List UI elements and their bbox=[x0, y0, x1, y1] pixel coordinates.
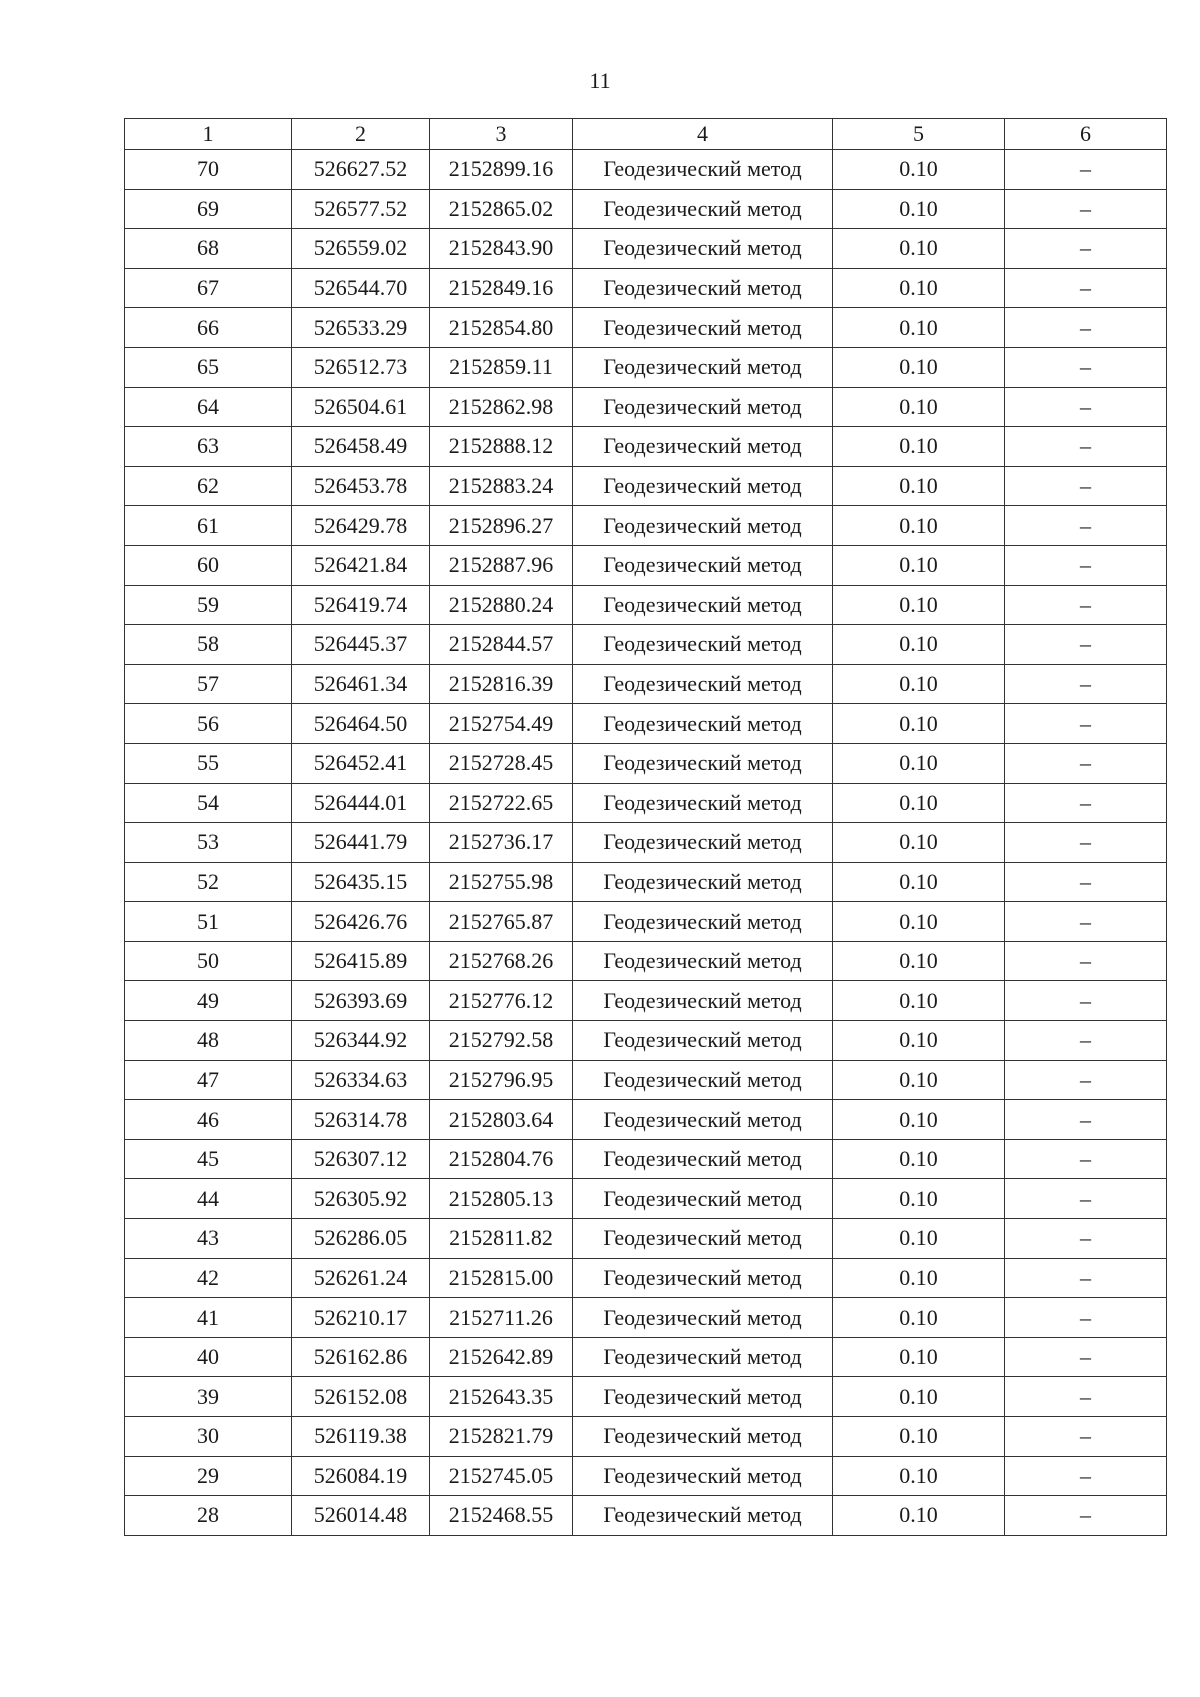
cell-note: – bbox=[1005, 1298, 1167, 1338]
cell-note: – bbox=[1005, 1139, 1167, 1179]
cell-point-number: 62 bbox=[125, 466, 292, 506]
cell-method: Геодезический метод bbox=[573, 150, 833, 190]
cell-point-number: 70 bbox=[125, 150, 292, 190]
cell-x-coordinate: 526533.29 bbox=[292, 308, 430, 348]
cell-method: Геодезический метод bbox=[573, 625, 833, 665]
cell-y-coordinate: 2152854.80 bbox=[430, 308, 573, 348]
cell-y-coordinate: 2152899.16 bbox=[430, 150, 573, 190]
cell-note: – bbox=[1005, 1258, 1167, 1298]
table-row bbox=[125, 1337, 1167, 1377]
cell-point-number: 61 bbox=[125, 506, 292, 546]
cell-x-coordinate: 526441.79 bbox=[292, 823, 430, 863]
cell-y-coordinate: 2152728.45 bbox=[430, 743, 573, 783]
cell-method: Геодезический метод bbox=[573, 308, 833, 348]
table-row bbox=[125, 150, 1167, 190]
table-row bbox=[125, 1139, 1167, 1179]
cell-accuracy: 0.10 bbox=[833, 1179, 1005, 1219]
cell-accuracy: 0.10 bbox=[833, 1496, 1005, 1536]
cell-point-number: 65 bbox=[125, 347, 292, 387]
cell-y-coordinate: 2152754.49 bbox=[430, 704, 573, 744]
cell-note: – bbox=[1005, 1417, 1167, 1457]
cell-accuracy: 0.10 bbox=[833, 1456, 1005, 1496]
cell-point-number: 66 bbox=[125, 308, 292, 348]
cell-y-coordinate: 2152859.11 bbox=[430, 347, 573, 387]
table-row bbox=[125, 1456, 1167, 1496]
cell-accuracy: 0.10 bbox=[833, 823, 1005, 863]
cell-y-coordinate: 2152844.57 bbox=[430, 625, 573, 665]
table-row bbox=[125, 902, 1167, 942]
cell-method: Геодезический метод bbox=[573, 1496, 833, 1536]
cell-y-coordinate: 2152888.12 bbox=[430, 427, 573, 467]
cell-method: Геодезический метод bbox=[573, 347, 833, 387]
cell-y-coordinate: 2152736.17 bbox=[430, 823, 573, 863]
cell-note: – bbox=[1005, 862, 1167, 902]
cell-note: – bbox=[1005, 743, 1167, 783]
cell-y-coordinate: 2152865.02 bbox=[430, 189, 573, 229]
cell-method: Геодезический метод bbox=[573, 545, 833, 585]
table-row bbox=[125, 1377, 1167, 1417]
cell-point-number: 48 bbox=[125, 1021, 292, 1061]
cell-note: – bbox=[1005, 1021, 1167, 1061]
cell-point-number: 52 bbox=[125, 862, 292, 902]
cell-note: – bbox=[1005, 1337, 1167, 1377]
table-row bbox=[125, 941, 1167, 981]
cell-y-coordinate: 2152816.39 bbox=[430, 664, 573, 704]
table-row bbox=[125, 1021, 1167, 1061]
cell-method: Геодезический метод bbox=[573, 1100, 833, 1140]
cell-method: Геодезический метод bbox=[573, 743, 833, 783]
cell-note: – bbox=[1005, 347, 1167, 387]
table-row bbox=[125, 783, 1167, 823]
cell-note: – bbox=[1005, 1060, 1167, 1100]
cell-method: Геодезический метод bbox=[573, 1021, 833, 1061]
cell-method: Геодезический метод bbox=[573, 1219, 833, 1259]
cell-x-coordinate: 526210.17 bbox=[292, 1298, 430, 1338]
cell-note: – bbox=[1005, 229, 1167, 269]
cell-point-number: 40 bbox=[125, 1337, 292, 1377]
cell-x-coordinate: 526334.63 bbox=[292, 1060, 430, 1100]
table-row bbox=[125, 427, 1167, 467]
cell-accuracy: 0.10 bbox=[833, 664, 1005, 704]
cell-accuracy: 0.10 bbox=[833, 743, 1005, 783]
cell-accuracy: 0.10 bbox=[833, 150, 1005, 190]
cell-point-number: 51 bbox=[125, 902, 292, 942]
cell-point-number: 68 bbox=[125, 229, 292, 269]
cell-x-coordinate: 526444.01 bbox=[292, 783, 430, 823]
table-row bbox=[125, 625, 1167, 665]
table-row bbox=[125, 585, 1167, 625]
cell-method: Геодезический метод bbox=[573, 268, 833, 308]
cell-method: Геодезический метод bbox=[573, 664, 833, 704]
cell-x-coordinate: 526435.15 bbox=[292, 862, 430, 902]
table-row bbox=[125, 704, 1167, 744]
cell-point-number: 44 bbox=[125, 1179, 292, 1219]
cell-point-number: 56 bbox=[125, 704, 292, 744]
cell-note: – bbox=[1005, 150, 1167, 190]
cell-point-number: 28 bbox=[125, 1496, 292, 1536]
cell-x-coordinate: 526577.52 bbox=[292, 189, 430, 229]
cell-method: Геодезический метод bbox=[573, 1456, 833, 1496]
cell-y-coordinate: 2152711.26 bbox=[430, 1298, 573, 1338]
cell-note: – bbox=[1005, 823, 1167, 863]
cell-accuracy: 0.10 bbox=[833, 1060, 1005, 1100]
table-row bbox=[125, 229, 1167, 269]
cell-note: – bbox=[1005, 1456, 1167, 1496]
cell-point-number: 67 bbox=[125, 268, 292, 308]
cell-note: – bbox=[1005, 981, 1167, 1021]
cell-x-coordinate: 526453.78 bbox=[292, 466, 430, 506]
cell-y-coordinate: 2152468.55 bbox=[430, 1496, 573, 1536]
cell-method: Геодезический метод bbox=[573, 1179, 833, 1219]
cell-accuracy: 0.10 bbox=[833, 427, 1005, 467]
cell-accuracy: 0.10 bbox=[833, 1219, 1005, 1259]
cell-x-coordinate: 526627.52 bbox=[292, 150, 430, 190]
table-row bbox=[125, 545, 1167, 585]
cell-y-coordinate: 2152755.98 bbox=[430, 862, 573, 902]
cell-method: Геодезический метод bbox=[573, 427, 833, 467]
table-row bbox=[125, 823, 1167, 863]
cell-method: Геодезический метод bbox=[573, 704, 833, 744]
table-row bbox=[125, 268, 1167, 308]
cell-point-number: 42 bbox=[125, 1258, 292, 1298]
cell-note: – bbox=[1005, 1496, 1167, 1536]
cell-method: Геодезический метод bbox=[573, 387, 833, 427]
cell-accuracy: 0.10 bbox=[833, 704, 1005, 744]
cell-x-coordinate: 526119.38 bbox=[292, 1417, 430, 1457]
cell-x-coordinate: 526084.19 bbox=[292, 1456, 430, 1496]
cell-y-coordinate: 2152776.12 bbox=[430, 981, 573, 1021]
table-row bbox=[125, 1179, 1167, 1219]
cell-method: Геодезический метод bbox=[573, 1060, 833, 1100]
cell-note: – bbox=[1005, 585, 1167, 625]
table-row bbox=[125, 1060, 1167, 1100]
table-row bbox=[125, 1258, 1167, 1298]
cell-accuracy: 0.10 bbox=[833, 585, 1005, 625]
cell-point-number: 47 bbox=[125, 1060, 292, 1100]
cell-accuracy: 0.10 bbox=[833, 268, 1005, 308]
cell-method: Геодезический метод bbox=[573, 941, 833, 981]
cell-note: – bbox=[1005, 1100, 1167, 1140]
cell-method: Геодезический метод bbox=[573, 1258, 833, 1298]
cell-y-coordinate: 2152804.76 bbox=[430, 1139, 573, 1179]
cell-point-number: 30 bbox=[125, 1417, 292, 1457]
cell-accuracy: 0.10 bbox=[833, 941, 1005, 981]
column-header-5: 5 bbox=[833, 119, 1005, 150]
column-header-1: 1 bbox=[125, 119, 292, 150]
cell-x-coordinate: 526415.89 bbox=[292, 941, 430, 981]
cell-method: Геодезический метод bbox=[573, 902, 833, 942]
cell-y-coordinate: 2152643.35 bbox=[430, 1377, 573, 1417]
cell-accuracy: 0.10 bbox=[833, 1139, 1005, 1179]
cell-accuracy: 0.10 bbox=[833, 1021, 1005, 1061]
cell-point-number: 29 bbox=[125, 1456, 292, 1496]
cell-note: – bbox=[1005, 941, 1167, 981]
table-row bbox=[125, 308, 1167, 348]
cell-x-coordinate: 526344.92 bbox=[292, 1021, 430, 1061]
cell-method: Геодезический метод bbox=[573, 1377, 833, 1417]
cell-accuracy: 0.10 bbox=[833, 229, 1005, 269]
cell-point-number: 49 bbox=[125, 981, 292, 1021]
table-row bbox=[125, 1496, 1167, 1536]
cell-x-coordinate: 526314.78 bbox=[292, 1100, 430, 1140]
cell-note: – bbox=[1005, 1377, 1167, 1417]
cell-x-coordinate: 526419.74 bbox=[292, 585, 430, 625]
column-header-4: 4 bbox=[573, 119, 833, 150]
cell-point-number: 60 bbox=[125, 545, 292, 585]
cell-accuracy: 0.10 bbox=[833, 1100, 1005, 1140]
cell-y-coordinate: 2152722.65 bbox=[430, 783, 573, 823]
cell-accuracy: 0.10 bbox=[833, 466, 1005, 506]
table-row bbox=[125, 466, 1167, 506]
table-row bbox=[125, 862, 1167, 902]
cell-note: – bbox=[1005, 783, 1167, 823]
cell-method: Геодезический метод bbox=[573, 1417, 833, 1457]
cell-y-coordinate: 2152849.16 bbox=[430, 268, 573, 308]
cell-method: Геодезический метод bbox=[573, 1337, 833, 1377]
cell-point-number: 46 bbox=[125, 1100, 292, 1140]
cell-point-number: 41 bbox=[125, 1298, 292, 1338]
cell-x-coordinate: 526504.61 bbox=[292, 387, 430, 427]
cell-x-coordinate: 526014.48 bbox=[292, 1496, 430, 1536]
cell-x-coordinate: 526461.34 bbox=[292, 664, 430, 704]
cell-y-coordinate: 2152843.90 bbox=[430, 229, 573, 269]
cell-y-coordinate: 2152821.79 bbox=[430, 1417, 573, 1457]
cell-y-coordinate: 2152796.95 bbox=[430, 1060, 573, 1100]
column-header-6: 6 bbox=[1005, 119, 1167, 150]
table-row bbox=[125, 347, 1167, 387]
cell-point-number: 58 bbox=[125, 625, 292, 665]
cell-accuracy: 0.10 bbox=[833, 783, 1005, 823]
cell-point-number: 55 bbox=[125, 743, 292, 783]
cell-x-coordinate: 526426.76 bbox=[292, 902, 430, 942]
cell-method: Геодезический метод bbox=[573, 585, 833, 625]
cell-y-coordinate: 2152896.27 bbox=[430, 506, 573, 546]
cell-y-coordinate: 2152880.24 bbox=[430, 585, 573, 625]
cell-x-coordinate: 526544.70 bbox=[292, 268, 430, 308]
cell-x-coordinate: 526393.69 bbox=[292, 981, 430, 1021]
page-number: 11 bbox=[589, 68, 611, 93]
table-row bbox=[125, 387, 1167, 427]
table-row bbox=[125, 981, 1167, 1021]
cell-note: – bbox=[1005, 664, 1167, 704]
cell-x-coordinate: 526445.37 bbox=[292, 625, 430, 665]
table-row bbox=[125, 1417, 1167, 1457]
cell-method: Геодезический метод bbox=[573, 1139, 833, 1179]
cell-note: – bbox=[1005, 466, 1167, 506]
cell-x-coordinate: 526429.78 bbox=[292, 506, 430, 546]
cell-point-number: 69 bbox=[125, 189, 292, 229]
cell-accuracy: 0.10 bbox=[833, 1377, 1005, 1417]
cell-y-coordinate: 2152811.82 bbox=[430, 1219, 573, 1259]
cell-method: Геодезический метод bbox=[573, 466, 833, 506]
cell-method: Геодезический метод bbox=[573, 783, 833, 823]
cell-note: – bbox=[1005, 1219, 1167, 1259]
cell-note: – bbox=[1005, 545, 1167, 585]
cell-accuracy: 0.10 bbox=[833, 981, 1005, 1021]
cell-method: Геодезический метод bbox=[573, 981, 833, 1021]
cell-y-coordinate: 2152815.00 bbox=[430, 1258, 573, 1298]
table-row bbox=[125, 189, 1167, 229]
column-header-2: 2 bbox=[292, 119, 430, 150]
cell-note: – bbox=[1005, 902, 1167, 942]
cell-point-number: 59 bbox=[125, 585, 292, 625]
cell-method: Геодезический метод bbox=[573, 862, 833, 902]
cell-y-coordinate: 2152792.58 bbox=[430, 1021, 573, 1061]
table-body bbox=[125, 150, 1167, 1536]
table-row bbox=[125, 664, 1167, 704]
cell-y-coordinate: 2152765.87 bbox=[430, 902, 573, 942]
cell-method: Геодезический метод bbox=[573, 506, 833, 546]
cell-accuracy: 0.10 bbox=[833, 1298, 1005, 1338]
cell-x-coordinate: 526307.12 bbox=[292, 1139, 430, 1179]
cell-accuracy: 0.10 bbox=[833, 545, 1005, 585]
cell-x-coordinate: 526559.02 bbox=[292, 229, 430, 269]
cell-x-coordinate: 526286.05 bbox=[292, 1219, 430, 1259]
cell-note: – bbox=[1005, 704, 1167, 744]
cell-x-coordinate: 526512.73 bbox=[292, 347, 430, 387]
cell-note: – bbox=[1005, 387, 1167, 427]
cell-method: Геодезический метод bbox=[573, 189, 833, 229]
cell-y-coordinate: 2152862.98 bbox=[430, 387, 573, 427]
cell-y-coordinate: 2152768.26 bbox=[430, 941, 573, 981]
table-row bbox=[125, 1219, 1167, 1259]
cell-accuracy: 0.10 bbox=[833, 862, 1005, 902]
cell-point-number: 57 bbox=[125, 664, 292, 704]
cell-note: – bbox=[1005, 189, 1167, 229]
cell-x-coordinate: 526458.49 bbox=[292, 427, 430, 467]
cell-point-number: 43 bbox=[125, 1219, 292, 1259]
cell-point-number: 45 bbox=[125, 1139, 292, 1179]
cell-accuracy: 0.10 bbox=[833, 347, 1005, 387]
cell-accuracy: 0.10 bbox=[833, 387, 1005, 427]
cell-note: – bbox=[1005, 506, 1167, 546]
cell-y-coordinate: 2152805.13 bbox=[430, 1179, 573, 1219]
cell-x-coordinate: 526452.41 bbox=[292, 743, 430, 783]
cell-accuracy: 0.10 bbox=[833, 308, 1005, 348]
cell-method: Геодезический метод bbox=[573, 823, 833, 863]
cell-accuracy: 0.10 bbox=[833, 625, 1005, 665]
cell-accuracy: 0.10 bbox=[833, 189, 1005, 229]
column-header-3: 3 bbox=[430, 119, 573, 150]
cell-point-number: 39 bbox=[125, 1377, 292, 1417]
table-row bbox=[125, 743, 1167, 783]
table-header bbox=[125, 119, 1167, 150]
cell-y-coordinate: 2152887.96 bbox=[430, 545, 573, 585]
header-row bbox=[125, 119, 1167, 150]
cell-point-number: 64 bbox=[125, 387, 292, 427]
table-row bbox=[125, 1100, 1167, 1140]
cell-note: – bbox=[1005, 427, 1167, 467]
cell-accuracy: 0.10 bbox=[833, 902, 1005, 942]
cell-accuracy: 0.10 bbox=[833, 1417, 1005, 1457]
cell-y-coordinate: 2152803.64 bbox=[430, 1100, 573, 1140]
cell-x-coordinate: 526421.84 bbox=[292, 545, 430, 585]
cell-accuracy: 0.10 bbox=[833, 1258, 1005, 1298]
cell-point-number: 63 bbox=[125, 427, 292, 467]
cell-note: – bbox=[1005, 1179, 1167, 1219]
cell-accuracy: 0.10 bbox=[833, 506, 1005, 546]
cell-x-coordinate: 526305.92 bbox=[292, 1179, 430, 1219]
cell-y-coordinate: 2152883.24 bbox=[430, 466, 573, 506]
cell-x-coordinate: 526261.24 bbox=[292, 1258, 430, 1298]
cell-accuracy: 0.10 bbox=[833, 1337, 1005, 1377]
cell-method: Геодезический метод bbox=[573, 229, 833, 269]
cell-point-number: 50 bbox=[125, 941, 292, 981]
cell-y-coordinate: 2152745.05 bbox=[430, 1456, 573, 1496]
cell-x-coordinate: 526464.50 bbox=[292, 704, 430, 744]
cell-point-number: 54 bbox=[125, 783, 292, 823]
cell-note: – bbox=[1005, 268, 1167, 308]
cell-x-coordinate: 526152.08 bbox=[292, 1377, 430, 1417]
table-row bbox=[125, 1298, 1167, 1338]
cell-note: – bbox=[1005, 308, 1167, 348]
cell-x-coordinate: 526162.86 bbox=[292, 1337, 430, 1377]
coordinates-table bbox=[124, 118, 1167, 1536]
cell-point-number: 53 bbox=[125, 823, 292, 863]
cell-note: – bbox=[1005, 625, 1167, 665]
cell-y-coordinate: 2152642.89 bbox=[430, 1337, 573, 1377]
cell-method: Геодезический метод bbox=[573, 1298, 833, 1338]
table-row bbox=[125, 506, 1167, 546]
